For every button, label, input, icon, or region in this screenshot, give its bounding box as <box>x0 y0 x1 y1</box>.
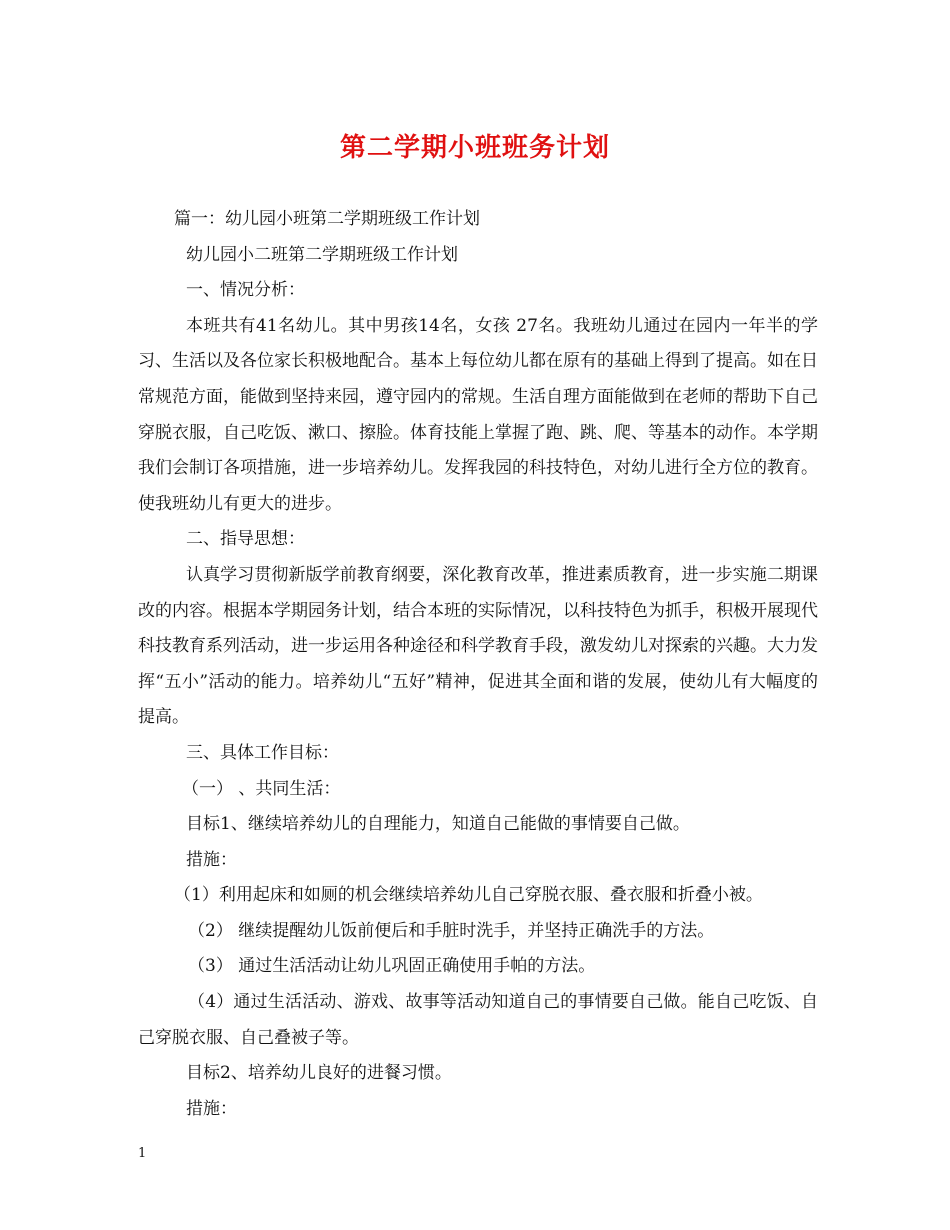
heading-guiding-ideology: 二、指导思想： <box>186 529 305 550</box>
document-body <box>138 202 818 1127</box>
page-number: 1 <box>138 1146 147 1161</box>
measures-label-1: 措施： <box>186 849 237 870</box>
heading-work-goals: 三、具体工作目标： <box>186 742 339 763</box>
measure-4: （4）通过生活活动、游戏、故事等活动知道自己的事情要自己做。能自己吃饭、自己穿脱衣服、自己叠被子等。 <box>138 992 818 1048</box>
section-heading-part-one: 篇一：幼儿园小班第二学期班级工作计划 <box>174 209 480 229</box>
measure-1: （1）利用起床和如厕的机会继续培养幼儿自己穿脱衣服、叠衣服和折叠小被。 <box>174 885 763 906</box>
subtitle-class-plan: 幼儿园小二班第二学期班级工作计划 <box>186 244 458 265</box>
measure-2: （2） 继续提醒幼儿饭前便后和手脏时洗手，并坚持正确洗手的方法。 <box>188 920 715 941</box>
measure-3: （3） 通过生活活动让幼儿巩固正确使用手帕的方法。 <box>188 956 596 977</box>
goal-2: 目标2、培养幼儿良好的进餐习惯。 <box>186 1063 452 1084</box>
paragraph-situation-analysis: 本班共有41名幼儿。其中男孩14名，女孩 27名。我班幼儿通过在园内一年半的学习、生活以及各位家长积极地配合。基本上每位幼儿都在原有的基础上得到了提高。如在日常规范方面，能做到坚持来园，遵守园内的常规。生活自理方面能做到在老师的帮助下自己穿脱衣服，自己吃饭、漱口、擦脸。体育技能上掌握了跑、跳、爬、等基本的动作。本学期我们会制订各项措施，进一步培养幼儿。发挥我园的科技特色，对幼儿进行全方位的教育。使我班幼儿有更大的进步。 <box>138 315 818 514</box>
document-title: 第二学期小班班务计划 <box>339 133 610 163</box>
heading-common-life: （一） 、共同生活： <box>182 778 341 799</box>
goal-1: 目标1、继续培养幼儿的自理能力，知道自己能做的事情要自己做。 <box>186 814 690 835</box>
paragraph-guiding-ideology: 认真学习贯彻新版学前教育纲要，深化教育改革，推进素质教育，进一步实施二期课改的内容。根据本学期园务计划，结合本班的实际情况，以科技特色为抓手，积极开展现代科技教育系列活动，进一步运用各种途径和科学教育手段，激发幼儿对探索的兴趣。大力发挥“五小”活动的能力。培养幼儿“五好”精神，促进其全面和谐的发展，使幼儿有大幅度的提高。 <box>138 564 818 728</box>
measures-label-2: 措施： <box>186 1098 237 1119</box>
heading-situation-analysis: 一、情况分析： <box>186 280 305 301</box>
